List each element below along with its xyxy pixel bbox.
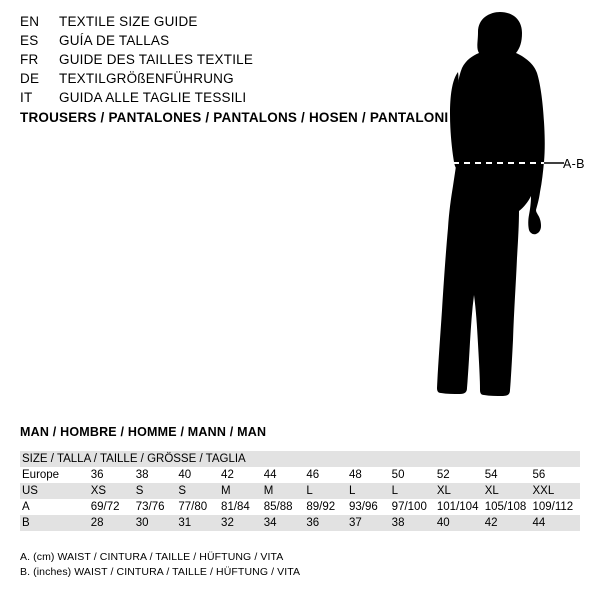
cell-europe-0: 36 <box>90 469 104 481</box>
section-title: TROUSERS / PANTALONES / PANTALONS / HOSEN / PANTALONI <box>20 110 449 125</box>
language-row-fr <box>20 52 400 71</box>
figure-silhouette <box>400 10 600 410</box>
cell-a-3: 81/84 <box>221 501 250 513</box>
cell-a-4: 85/88 <box>263 501 293 513</box>
cell-b-7: 38 <box>392 515 437 531</box>
size-table <box>20 451 580 531</box>
cell-b-0: 28 <box>91 515 136 531</box>
footnotes <box>20 550 300 580</box>
row-label-europe: Europe <box>22 469 60 481</box>
cell-europe-10: 56 <box>532 469 546 481</box>
footnote-a: A. (cm) WAIST / CINTURA / TAILLE / HÜFTUNG / VITA <box>20 551 284 563</box>
cell-b-1: 30 <box>136 515 179 531</box>
language-row-de <box>20 71 400 90</box>
table-row-us <box>20 483 580 499</box>
cell-europe-6: 48 <box>349 469 362 481</box>
language-code-en: EN <box>20 14 40 29</box>
man-silhouette-icon <box>400 10 600 410</box>
language-code-es: ES <box>20 33 39 48</box>
cell-us-4: M <box>264 483 307 499</box>
cell-us-6: L <box>349 483 392 499</box>
cell-a-10: 109/112 <box>532 501 574 513</box>
measure-label-ab: A-B <box>563 157 585 171</box>
cell-b-9: 42 <box>485 515 533 531</box>
table-row-size-header <box>20 451 580 467</box>
cell-europe-2: 40 <box>178 469 192 481</box>
cell-a-1: 73/76 <box>135 501 165 513</box>
cell-a-5: 89/92 <box>306 501 336 513</box>
cell-europe-4: 44 <box>263 469 277 481</box>
cell-europe-9: 54 <box>484 469 498 481</box>
cell-b-3: 32 <box>221 515 264 531</box>
language-row-en <box>20 14 400 33</box>
cell-europe-8: 52 <box>436 469 450 481</box>
language-code-it: IT <box>20 90 33 105</box>
cell-a-0: 69/72 <box>90 501 120 513</box>
table-row-a <box>20 499 580 515</box>
language-row-es <box>20 33 400 52</box>
cell-us-2: S <box>178 483 221 499</box>
cell-a-6: 93/96 <box>349 501 378 513</box>
language-title-it: GUIDA ALLE TAGLIE TESSILI <box>59 90 247 105</box>
cell-b-6: 37 <box>349 515 392 531</box>
table-row-b <box>20 515 580 531</box>
cell-us-9: XL <box>485 483 533 499</box>
cell-us-10: XXL <box>532 483 580 499</box>
cell-us-0: XS <box>91 483 136 499</box>
language-title-en: TEXTILE SIZE GUIDE <box>59 14 198 29</box>
cell-europe-3: 42 <box>221 469 234 481</box>
footnote-b: B. (inches) WAIST / CINTURA / TAILLE / HÜFTUNG / VITA <box>20 566 301 578</box>
language-title-de: TEXTILGRÖßENFÜHRUNG <box>59 71 234 86</box>
language-title-fr: GUIDE DES TAILLES TEXTILE <box>59 52 254 67</box>
table-row-europe <box>20 467 580 483</box>
language-code-fr: FR <box>20 52 39 67</box>
cell-b-8: 40 <box>437 515 485 531</box>
cell-a-9: 105/108 <box>484 501 527 513</box>
cell-us-5: L <box>306 483 349 499</box>
table-group-title: MAN / HOMBRE / HOMME / MANN / MAN <box>20 425 267 439</box>
language-header-block <box>20 14 400 109</box>
language-row-it <box>20 90 400 109</box>
language-title-es: GUÍA DE TALLAS <box>59 33 170 48</box>
cell-europe-5: 46 <box>306 469 320 481</box>
cell-us-3: M <box>221 483 264 499</box>
row-label-a: A <box>22 501 30 513</box>
cell-us-1: S <box>136 483 179 499</box>
cell-europe-7: 50 <box>391 469 405 481</box>
cell-b-10: 44 <box>532 515 580 531</box>
cell-us-8: XL <box>437 483 485 499</box>
cell-b-4: 34 <box>264 515 307 531</box>
row-label-b: B <box>20 515 91 531</box>
cell-europe-1: 38 <box>135 469 149 481</box>
language-code-de: DE <box>20 71 40 86</box>
cell-b-5: 36 <box>306 515 349 531</box>
cell-a-7: 97/100 <box>391 501 427 513</box>
cell-us-7: L <box>392 483 437 499</box>
row-label-us: US <box>20 483 91 499</box>
cell-b-2: 31 <box>178 515 221 531</box>
cell-a-8: 101/104 <box>436 501 479 513</box>
cell-a-2: 77/80 <box>178 501 208 513</box>
row-label-size: SIZE / TALLA / TAILLE / GRÖSSE / TAGLIA <box>20 451 580 467</box>
